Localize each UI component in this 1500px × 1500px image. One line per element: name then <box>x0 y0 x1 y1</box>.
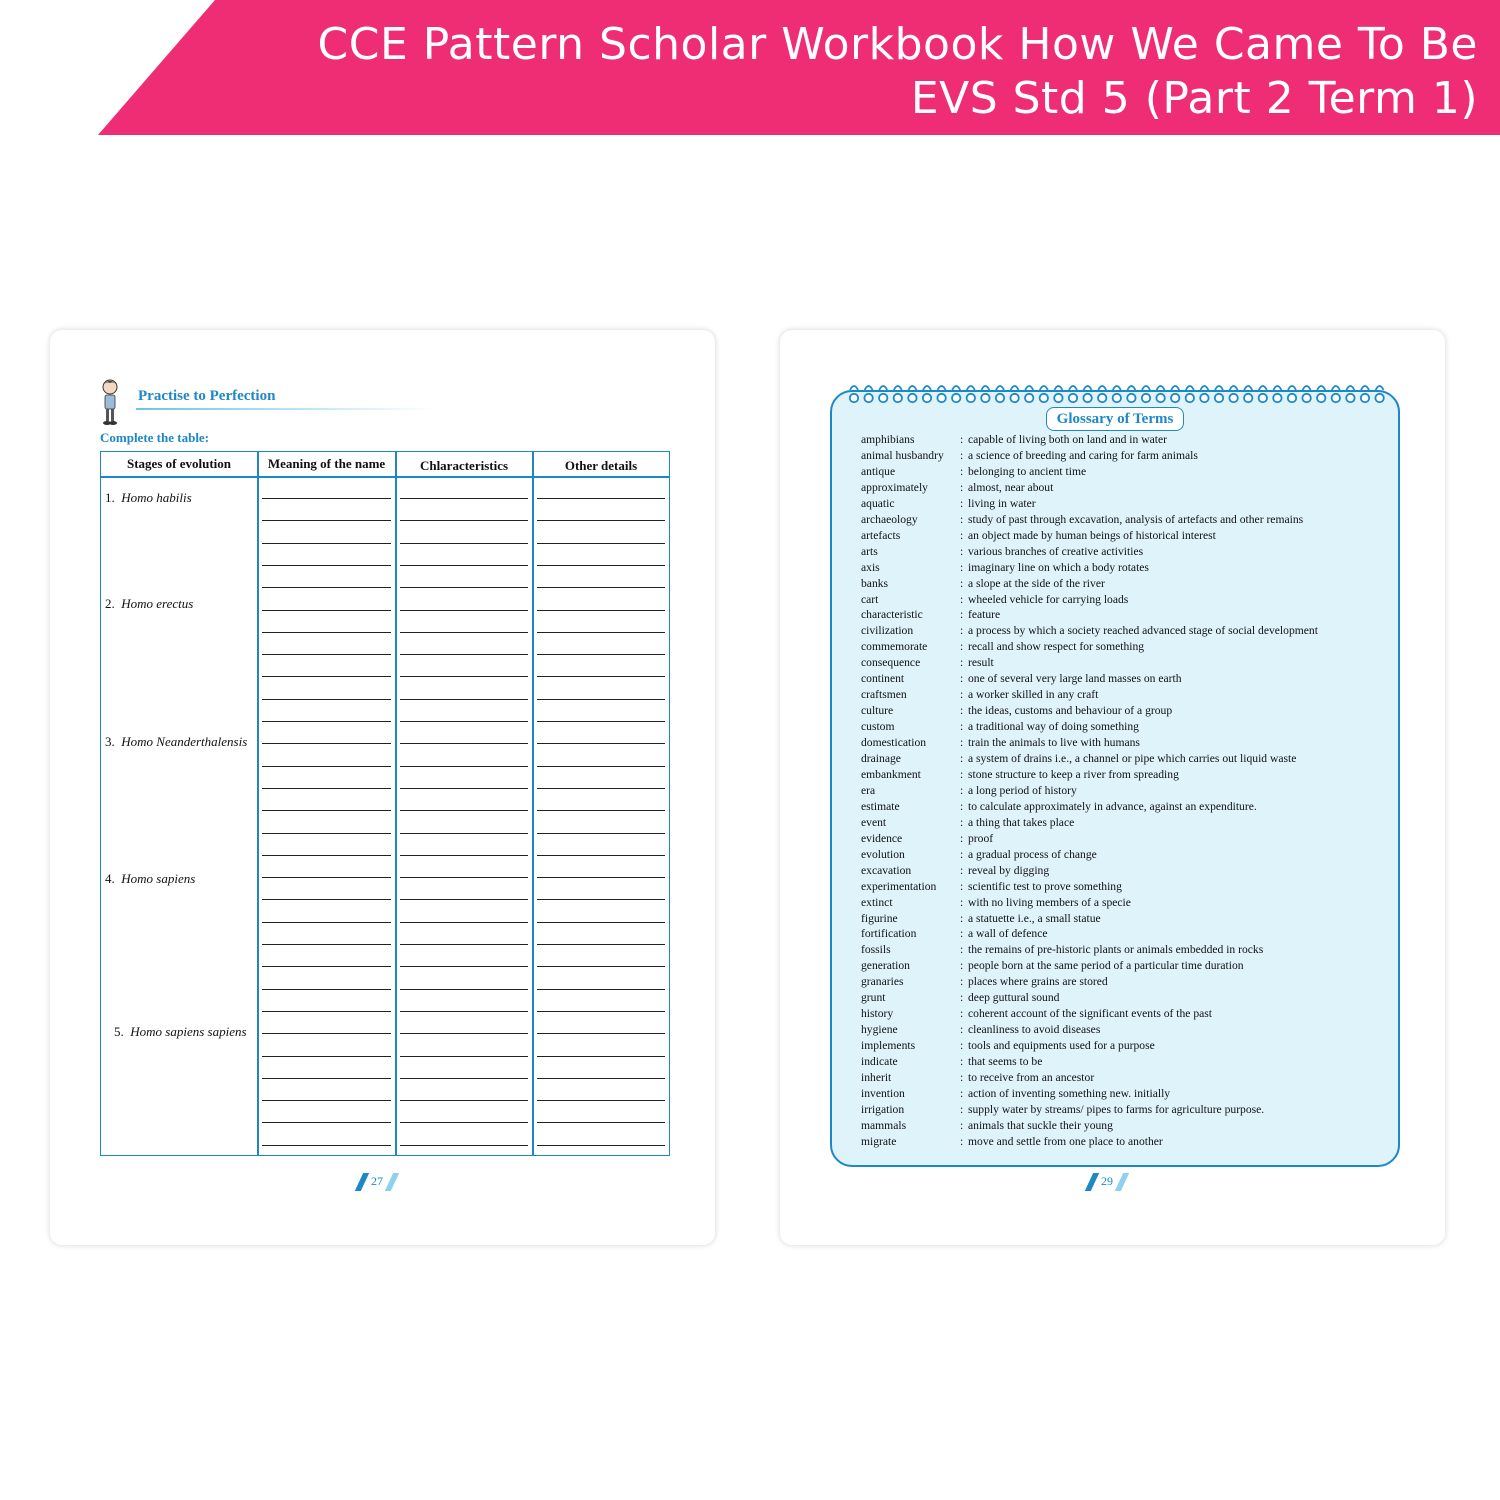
section-title: Practise to Perfection <box>138 388 276 404</box>
glossary-definition: belonging to ancient time <box>968 464 1087 478</box>
answer-line[interactable] <box>262 788 391 789</box>
glossary-definition: supply water by streams/ pipes to farms for agriculture purpose. <box>968 1102 1265 1116</box>
answer-line[interactable] <box>262 654 391 655</box>
spiral-rings-icon <box>846 380 1386 410</box>
spiral-ring <box>1273 386 1281 402</box>
glossary-term: animal husbandry <box>861 448 944 462</box>
glossary-term: civilization <box>861 624 914 638</box>
answer-line[interactable] <box>400 877 528 878</box>
answer-line[interactable] <box>262 1078 391 1079</box>
glossary-definition: with no living members of a specie <box>968 895 1131 909</box>
title-underline <box>136 408 436 410</box>
answer-line[interactable] <box>537 899 665 900</box>
spiral-ring <box>1186 386 1194 402</box>
glossary-colon: : <box>960 1102 964 1116</box>
glossary-colon: : <box>960 991 964 1005</box>
stage-4-name: Homo sapiens <box>121 871 196 886</box>
spiral-ring <box>1288 386 1296 402</box>
glossary-term: implements <box>861 1039 916 1053</box>
glossary-colon: : <box>960 847 964 861</box>
glossary-term: arts <box>861 544 878 558</box>
page-number-27: 27 <box>353 1173 401 1191</box>
boy-mascot-icon <box>98 378 122 426</box>
glossary-colon: : <box>960 720 964 734</box>
answer-line[interactable] <box>262 1122 391 1123</box>
instruction-text: Complete the table: <box>100 430 210 445</box>
spiral-ring <box>1083 386 1091 402</box>
workbook-page-right <box>780 330 1445 1245</box>
glossary-colon: : <box>960 879 964 893</box>
spiral-ring <box>879 386 887 402</box>
stage-1: 1. Homo habilis <box>105 490 192 505</box>
glossary-colon: : <box>960 1134 964 1148</box>
glossary-term: mammals <box>861 1118 907 1132</box>
glossary-term: irrigation <box>861 1102 905 1116</box>
glossary-definition: a worker skilled in any craft <box>968 688 1099 702</box>
glossary-definition: a traditional way of doing something <box>968 720 1139 734</box>
glossary-term: approximately <box>861 480 928 494</box>
glossary-colon: : <box>960 927 964 941</box>
glossary-term: grunt <box>861 991 886 1005</box>
spiral-ring <box>1346 386 1354 402</box>
glossary-colon: : <box>960 959 964 973</box>
spiral-ring <box>1127 386 1135 402</box>
answer-line[interactable] <box>400 766 528 767</box>
answer-line[interactable] <box>400 1011 528 1012</box>
glossary-term: aquatic <box>861 496 895 510</box>
answer-line[interactable] <box>537 1078 665 1079</box>
glossary-definition: result <box>968 656 994 670</box>
glossary-term: embankment <box>861 767 921 781</box>
answer-line[interactable] <box>262 632 391 633</box>
banner-title-line2: EVS Std 5 (Part 2 Term 1) <box>910 73 1478 124</box>
glossary-definition: action of inventing something new. initially <box>968 1086 1171 1100</box>
spiral-ring <box>1244 386 1252 402</box>
answer-line[interactable] <box>262 1145 391 1146</box>
glossary-term: artefacts <box>861 528 901 542</box>
glossary-colon: : <box>960 736 964 750</box>
answer-line[interactable] <box>400 632 528 633</box>
answer-line[interactable] <box>262 899 391 900</box>
spiral-ring <box>864 386 872 402</box>
glossary-definition: recall and show respect for something <box>968 640 1145 654</box>
glossary-term: drainage <box>861 752 901 765</box>
glossary-colon: : <box>960 480 964 494</box>
glossary-definition: tools and equipments used for a purpose <box>968 1039 1155 1053</box>
glossary-term: evolution <box>861 847 905 861</box>
glossary-term: custom <box>861 720 895 734</box>
stage-5: 5. Homo sapiens sapiens <box>114 1024 247 1039</box>
glossary-definition: a science of breeding and caring for farm animals <box>968 448 1198 462</box>
stage-2: 2. Homo erectus <box>105 596 194 611</box>
glossary-colon: : <box>960 433 964 446</box>
answer-line[interactable] <box>537 810 665 811</box>
glossary-definition: the remains of pre-historic plants or animals embedded in rocks <box>968 943 1264 957</box>
stage-5-name: Homo sapiens sapiens <box>130 1024 247 1039</box>
answer-line[interactable] <box>262 743 391 744</box>
answer-line[interactable] <box>262 676 391 677</box>
answer-line[interactable] <box>262 543 391 544</box>
glossary-term: amphibians <box>861 433 915 446</box>
glossary-definition: a wall of defence <box>968 927 1048 941</box>
answer-line[interactable] <box>400 587 528 588</box>
answer-line[interactable] <box>400 1145 528 1146</box>
glossary-definition: a statuette i.e., a small statue <box>968 911 1101 925</box>
answer-line[interactable] <box>262 877 391 878</box>
answer-line[interactable] <box>262 810 391 811</box>
column-divider <box>532 452 534 1155</box>
answer-line[interactable] <box>537 788 665 789</box>
glossary-colon: : <box>960 1071 964 1084</box>
spiral-ring <box>1156 386 1164 402</box>
spiral-ring <box>1010 386 1018 402</box>
answer-line[interactable] <box>262 721 391 722</box>
answer-line[interactable] <box>400 1100 528 1101</box>
title-banner <box>0 0 1500 135</box>
header-stages: Stages of evolution <box>127 456 231 471</box>
answer-line[interactable] <box>400 743 528 744</box>
answer-line[interactable] <box>262 1100 391 1101</box>
answer-line[interactable] <box>537 766 665 767</box>
glossary-term: history <box>861 1007 894 1021</box>
spiral-ring <box>1113 386 1121 402</box>
answer-line[interactable] <box>400 543 528 544</box>
stage-4: 4. Homo sapiens <box>105 871 196 886</box>
glossary-colon: : <box>960 560 964 574</box>
glossary-colon: : <box>960 911 964 925</box>
spiral-ring <box>1098 386 1106 402</box>
glossary-colon: : <box>960 624 964 638</box>
answer-line[interactable] <box>400 833 528 834</box>
spiral-ring <box>1142 386 1150 402</box>
glossary-definition: a gradual process of change <box>968 847 1097 861</box>
glossary-term: continent <box>861 672 905 686</box>
answer-line[interactable] <box>400 922 528 923</box>
glossary-colon: : <box>960 544 964 558</box>
glossary-colon: : <box>960 767 964 781</box>
glossary-term: inherit <box>861 1071 892 1084</box>
answer-line[interactable] <box>400 1078 528 1079</box>
spiral-ring <box>1361 386 1369 402</box>
answer-line[interactable] <box>537 1122 665 1123</box>
answer-line[interactable] <box>400 498 528 499</box>
answer-line[interactable] <box>262 833 391 834</box>
glossary-colon: : <box>960 704 964 718</box>
answer-line[interactable] <box>400 899 528 900</box>
glossary-definition: a system of drains i.e., a channel or pipe which carries out liquid waste <box>968 752 1297 765</box>
glossary-colon: : <box>960 1055 964 1069</box>
spiral-ring <box>1200 386 1208 402</box>
answer-line[interactable] <box>537 833 665 834</box>
glossary-definition: places where grains are stored <box>968 975 1108 989</box>
glossary-definition: the ideas, customs and behaviour of a group <box>968 704 1173 718</box>
glossary-colon: : <box>960 1007 964 1021</box>
answer-line[interactable] <box>537 676 665 677</box>
banner-title <box>178 18 1478 126</box>
glossary-definition: almost, near about <box>968 480 1054 494</box>
answer-line[interactable] <box>537 587 665 588</box>
glossary-colon: : <box>960 895 964 909</box>
glossary-colon: : <box>960 672 964 686</box>
answer-line[interactable] <box>537 654 665 655</box>
answer-line[interactable] <box>400 654 528 655</box>
answer-line[interactable] <box>537 498 665 499</box>
glossary-term: axis <box>861 560 880 574</box>
glossary-colon: : <box>960 1023 964 1037</box>
answer-line[interactable] <box>400 721 528 722</box>
answer-line[interactable] <box>400 676 528 677</box>
page-number-29: 29 <box>1083 1173 1131 1191</box>
glossary-definition: stone structure to keep a river from spreading <box>968 767 1179 781</box>
glossary-term: era <box>861 783 876 797</box>
answer-line[interactable] <box>537 610 665 611</box>
evolution-table <box>100 451 670 1156</box>
answer-line[interactable] <box>537 1100 665 1101</box>
answer-line[interactable] <box>537 877 665 878</box>
answer-line[interactable] <box>537 743 665 744</box>
glossary-colon: : <box>960 1086 964 1100</box>
glossary-term: extinct <box>861 895 893 909</box>
answer-line[interactable] <box>400 1056 528 1057</box>
answer-line[interactable] <box>262 565 391 566</box>
glossary-definition: a thing that takes place <box>968 815 1075 829</box>
glossary-term: fortification <box>861 927 917 941</box>
answer-line[interactable] <box>262 922 391 923</box>
answer-line[interactable] <box>262 1056 391 1057</box>
glossary-definition: feature <box>968 608 1001 622</box>
answer-line[interactable] <box>262 587 391 588</box>
glossary-term: cart <box>861 592 879 606</box>
spiral-ring <box>1054 386 1062 402</box>
spiral-ring <box>1025 386 1033 402</box>
glossary-colon: : <box>960 640 964 654</box>
spiral-ring <box>1069 386 1077 402</box>
glossary-colon: : <box>960 752 964 765</box>
glossary-title: Glossary of Terms <box>1046 407 1184 431</box>
glossary-definition: to receive from an ancestor <box>968 1071 1095 1084</box>
glossary-definition: various branches of creative activities <box>968 544 1144 558</box>
answer-line[interactable] <box>537 922 665 923</box>
spiral-ring <box>1259 386 1267 402</box>
spiral-ring <box>1375 386 1383 402</box>
column-divider <box>395 452 397 1155</box>
glossary-definition: a process by which a society reached advanced stage of social development <box>968 624 1318 638</box>
answer-line[interactable] <box>537 1056 665 1057</box>
glossary-colon: : <box>960 528 964 542</box>
spiral-ring <box>1332 386 1340 402</box>
answer-line[interactable] <box>400 610 528 611</box>
answer-line[interactable] <box>400 520 528 521</box>
glossary-definition: reveal by digging <box>968 863 1050 877</box>
answer-line[interactable] <box>262 966 391 967</box>
header-characteristics: Chlaracteristics <box>419 458 509 473</box>
glossary-term: experimentation <box>861 879 937 893</box>
spiral-ring <box>967 386 975 402</box>
glossary-colon: : <box>960 592 964 606</box>
spiral-ring <box>1317 386 1325 402</box>
glossary-term: commemorate <box>861 640 928 654</box>
spiral-ring <box>894 386 902 402</box>
header-meaning: Meaning of the name <box>267 456 386 471</box>
spiral-ring <box>952 386 960 402</box>
glossary-term: antique <box>861 464 896 478</box>
glossary-definition: living in water <box>968 496 1036 510</box>
answer-line[interactable] <box>400 1033 528 1034</box>
answer-line[interactable] <box>537 1011 665 1012</box>
glossary-definition: to calculate approximately in advance, against an expenditure. <box>968 799 1257 813</box>
stage-3: 3. Homo Neanderthalensis <box>105 734 248 749</box>
column-divider <box>257 452 259 1155</box>
glossary-definition: capable of living both on land and in water <box>968 433 1167 446</box>
glossary-colon: : <box>960 496 964 510</box>
stage-2-name: Homo erectus <box>121 596 194 611</box>
answer-line[interactable] <box>400 699 528 700</box>
answer-line[interactable] <box>537 1033 665 1034</box>
spiral-ring <box>850 386 858 402</box>
glossary-term: indicate <box>861 1055 898 1069</box>
glossary-term: domestication <box>861 736 927 750</box>
glossary-term: craftsmen <box>861 688 907 702</box>
stage-3-name: Homo Neanderthalensis <box>121 734 248 749</box>
answer-line[interactable] <box>400 855 528 856</box>
answer-line[interactable] <box>400 966 528 967</box>
glossary-term: excavation <box>861 863 912 877</box>
glossary-colon: : <box>960 576 964 590</box>
glossary-term: hygiene <box>861 1023 898 1037</box>
answer-line[interactable] <box>262 699 391 700</box>
spiral-ring <box>1171 386 1179 402</box>
answer-line[interactable] <box>537 565 665 566</box>
answer-line[interactable] <box>537 1145 665 1146</box>
glossary-term: invention <box>861 1086 905 1100</box>
answer-line[interactable] <box>262 989 391 990</box>
glossary-definition: proof <box>968 831 994 845</box>
spiral-ring <box>908 386 916 402</box>
glossary-colon: : <box>960 448 964 462</box>
spiral-ring <box>996 386 1004 402</box>
glossary-term: fossils <box>861 943 891 957</box>
glossary-term: archaeology <box>861 512 918 526</box>
glossary-definition: study of past through excavation, analysis of artefacts and other remains <box>968 512 1304 526</box>
glossary-definition: a slope at the side of the river <box>968 576 1105 590</box>
answer-line[interactable] <box>537 721 665 722</box>
spiral-ring <box>1302 386 1310 402</box>
header-divider <box>101 476 669 478</box>
answer-line[interactable] <box>400 565 528 566</box>
spiral-ring <box>1040 386 1048 402</box>
glossary-term: evidence <box>861 831 903 845</box>
glossary-term: event <box>861 815 887 829</box>
answer-line[interactable] <box>262 610 391 611</box>
answer-line[interactable] <box>262 766 391 767</box>
glossary-definition: that seems to be <box>968 1055 1043 1069</box>
glossary-colon: : <box>960 799 964 813</box>
glossary-colon: : <box>960 975 964 989</box>
answer-line[interactable] <box>537 966 665 967</box>
answer-line[interactable] <box>262 1033 391 1034</box>
glossary-colon: : <box>960 464 964 478</box>
glossary-colon: : <box>960 688 964 702</box>
spiral-ring <box>937 386 945 402</box>
glossary-term: culture <box>861 704 894 718</box>
glossary-colon: : <box>960 608 964 622</box>
glossary-definition: people born at the same period of a particular time duration <box>968 959 1244 973</box>
banner-title-line1: CCE Pattern Scholar Workbook How We Came To Be <box>317 19 1478 70</box>
glossary-definition: move and settle from one place to another <box>968 1134 1163 1148</box>
glossary-definition: imaginary line on which a body rotates <box>968 560 1149 574</box>
glossary-term: estimate <box>861 799 900 813</box>
spiral-ring <box>1215 386 1223 402</box>
answer-line[interactable] <box>537 699 665 700</box>
answer-line[interactable] <box>537 855 665 856</box>
answer-line[interactable] <box>262 498 391 499</box>
answer-line[interactable] <box>400 810 528 811</box>
glossary-colon: : <box>960 815 964 829</box>
glossary-term: generation <box>861 959 910 973</box>
spiral-ring <box>923 386 931 402</box>
glossary-colon: : <box>960 863 964 877</box>
glossary-term: characteristic <box>861 608 923 622</box>
glossary-definition: wheeled vehicle for carrying loads <box>968 592 1129 606</box>
glossary-colon: : <box>960 943 964 957</box>
answer-line[interactable] <box>400 989 528 990</box>
glossary-colon: : <box>960 656 964 670</box>
glossary-definition: one of several very large land masses on earth <box>968 672 1182 686</box>
answer-line[interactable] <box>400 944 528 945</box>
glossary-definition: cleanliness to avoid diseases <box>968 1023 1101 1037</box>
glossary-colon: : <box>960 831 964 845</box>
glossary-term: figurine <box>861 911 898 925</box>
header-other-details: Other details <box>564 458 638 473</box>
answer-line[interactable] <box>262 944 391 945</box>
glossary-term: migrate <box>861 1134 897 1148</box>
answer-line[interactable] <box>537 632 665 633</box>
answer-line[interactable] <box>262 520 391 521</box>
glossary-term: banks <box>861 576 889 590</box>
answer-line[interactable] <box>537 520 665 521</box>
glossary-definition: scientific test to prove something <box>968 879 1122 893</box>
glossary-definition: animals that suckle their young <box>968 1118 1113 1132</box>
answer-line[interactable] <box>262 855 391 856</box>
answer-line[interactable] <box>400 1122 528 1123</box>
workbook-page-left <box>50 330 715 1245</box>
glossary-colon: : <box>960 512 964 526</box>
glossary-definition: a long period of history <box>968 783 1077 797</box>
glossary-definition: an object made by human beings of historical interest <box>968 528 1216 542</box>
answer-line[interactable] <box>537 944 665 945</box>
spiral-ring <box>981 386 989 402</box>
glossary-term: granaries <box>861 975 904 989</box>
spiral-ring <box>1229 386 1237 402</box>
glossary-term: consequence <box>861 656 921 670</box>
glossary-definition: deep guttural sound <box>968 991 1060 1005</box>
glossary-colon: : <box>960 1118 964 1132</box>
glossary-colon: : <box>960 1039 964 1053</box>
answer-line[interactable] <box>537 543 665 544</box>
glossary-colon: : <box>960 783 964 797</box>
answer-line[interactable] <box>537 989 665 990</box>
answer-line[interactable] <box>400 788 528 789</box>
glossary-definition: train the animals to live with humans <box>968 736 1140 750</box>
stage-1-name: Homo habilis <box>121 490 192 505</box>
answer-line[interactable] <box>262 1011 391 1012</box>
glossary-definition: coherent account of the significant events of the past <box>968 1007 1213 1021</box>
